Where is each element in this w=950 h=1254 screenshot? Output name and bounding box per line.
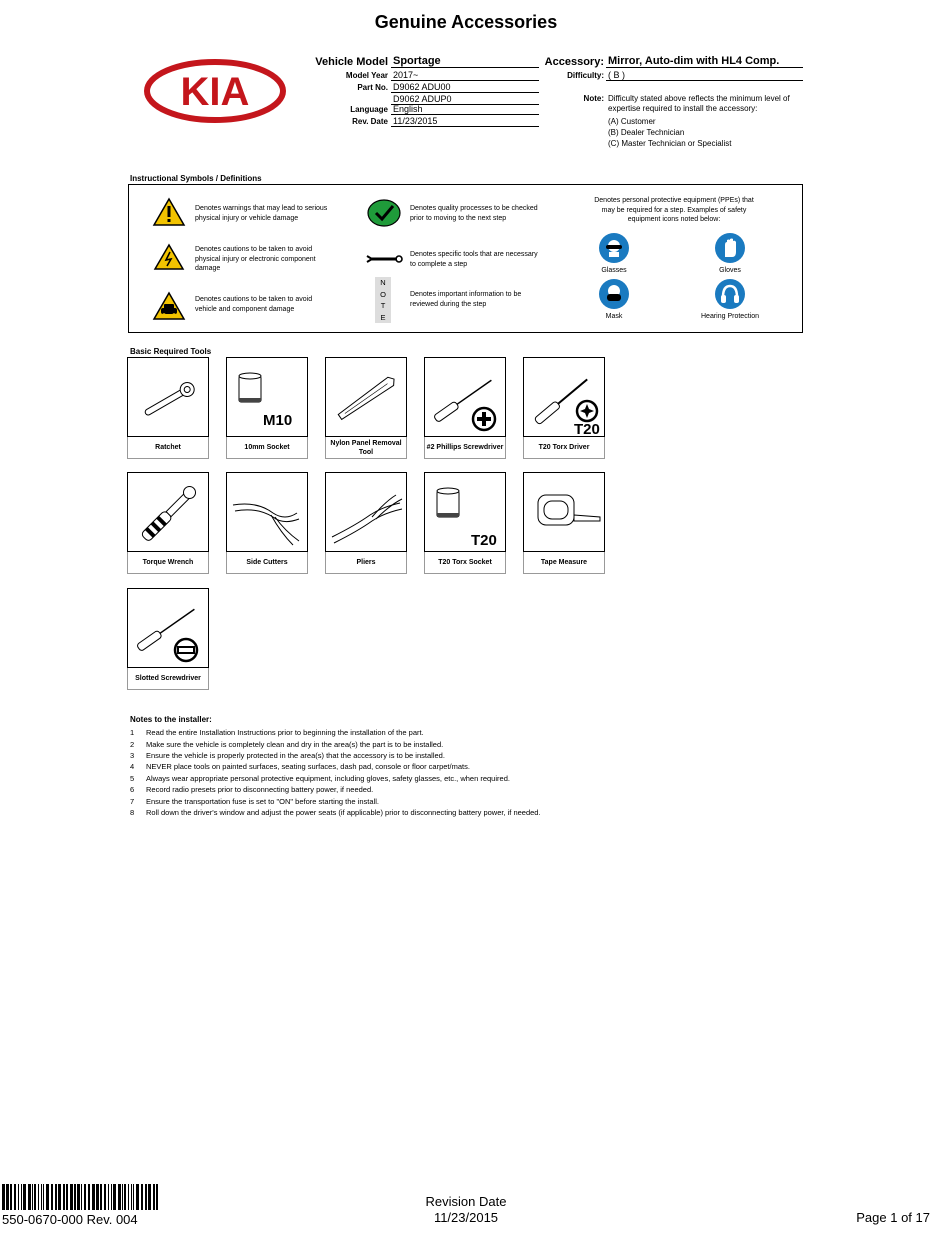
vehicle-model-value: Sportage (391, 55, 539, 68)
part-no-value-1: D9062 ADU00 (391, 82, 539, 93)
ppe-gloves-label: Gloves (719, 267, 741, 274)
vehicle-caution-icon (152, 291, 186, 321)
ppe-text-2: may be required for a step. Examples of safety (601, 206, 747, 214)
note-item: 8 Roll down the driver's window and adjust the power seats (if applicable) prior to disconnecting battery power, if needed. (130, 808, 541, 817)
quality-text-1: Denotes quality processes to be checked (410, 205, 538, 212)
ppe-hearing-label: Hearing Protection (701, 313, 759, 320)
note-text-1: Denotes important information to be (410, 291, 522, 298)
barcode (2, 1184, 160, 1210)
difficulty-label: Difficulty: (567, 71, 604, 80)
pliers-icon (326, 473, 408, 553)
quality-text-2: prior to moving to the next step (410, 214, 507, 222)
ppe-mask-label: Mask (605, 313, 623, 320)
notes-title: Notes to the installer: (130, 715, 212, 724)
note-text-2: reviewed during the step (410, 300, 487, 308)
note-item: 3 Ensure the vehicle is properly protected in the area(s) that the accessory is to be installed. (130, 751, 445, 760)
caution-elec-text-3: damage (195, 265, 221, 272)
phillips-screwdriver-icon (425, 358, 507, 438)
tool-side-cutters: Side Cutters (226, 472, 308, 574)
part-no-value-2: D9062 ADUP0 (391, 94, 539, 105)
side-cutters-icon (227, 473, 309, 553)
tools-text-2: to complete a step (410, 260, 468, 268)
panel-tool-icon (326, 358, 408, 438)
warning-icon (152, 197, 186, 227)
kia-logo-text: KIA (180, 70, 250, 114)
caution-elec-text-1: Denotes cautions to be taken to avoid (195, 246, 313, 253)
symbols-section-title: Instructional Symbols / Definitions (130, 174, 262, 183)
gloves-icon (715, 233, 745, 263)
part-no-label: Part No. (357, 83, 388, 92)
tool-nylon-panel-removal: Nylon Panel Removal Tool (325, 357, 407, 459)
difficulty-note-line-2: expertise required to install the accessory: (608, 104, 758, 113)
tool-t20-torx-socket: T20 T20 Torx Socket (424, 472, 506, 574)
note-item: 5 Always wear appropriate personal protective equipment, including gloves, safety glasses, etc., when required. (130, 774, 510, 783)
caution-elec-text-2: physical injury or electronic component (195, 255, 316, 263)
tape-measure-icon (524, 473, 606, 553)
tool-10mm-socket: M10 10mm Socket (226, 357, 308, 459)
accessory-value: Mirror, Auto-dim with HL4 Comp. (606, 55, 803, 68)
tool-tape-measure: Tape Measure (523, 472, 605, 574)
warning-text-1: Denotes warnings that may lead to serious (195, 205, 328, 212)
tool-ratchet: Ratchet (127, 357, 209, 459)
mask-icon (599, 279, 629, 309)
revision-date-value: 11/23/2015 (433, 1210, 499, 1225)
difficulty-note-line-1: Difficulty stated above reflects the minimum level of (608, 94, 790, 103)
tool-phillips-screwdriver: #2 Phillips Screwdriver (424, 357, 506, 459)
ppe-text-1: Denotes personal protective equipment (PPEs) that (594, 197, 754, 204)
document-number: 550-0670-000 Rev. 004 (2, 1212, 138, 1227)
tool-t20-torx-driver: T20 T20 Torx Driver (523, 357, 605, 459)
tool-torque-wrench: Torque Wrench (127, 472, 209, 574)
caution-veh-text-2: vehicle and component damage (195, 305, 295, 313)
note-item: 1 Read the entire Installation Instructions prior to beginning the installation of the part. (130, 728, 424, 737)
quality-check-icon (366, 198, 402, 228)
kia-logo (143, 58, 287, 124)
level-b: (B) Dealer Technician (608, 128, 685, 137)
glasses-icon (599, 233, 629, 263)
note-item: 7 Ensure the transportation fuse is set to "ON" before starting the install. (130, 797, 379, 806)
hearing-protection-icon (715, 279, 745, 309)
torque-wrench-icon (128, 473, 210, 553)
page-title: Genuine Accessories (374, 12, 558, 32)
tool-pliers: Pliers (325, 472, 407, 574)
warning-text-2: physical injury or vehicle damage (195, 214, 299, 222)
ppe-text-3: equipment icons noted below: (627, 216, 721, 223)
ratchet-icon (128, 358, 210, 438)
revision-date-label: Revision Date (425, 1194, 507, 1209)
rev-date-value: 11/23/2015 (391, 116, 539, 127)
note-item: 4 NEVER place tools on painted surfaces, seating surfaces, dash pad, console or floor carpet/mats. (130, 762, 470, 771)
language-value: English (391, 104, 539, 115)
slotted-screwdriver-icon (128, 589, 210, 669)
page-number: Page 1 of 17 (856, 1210, 930, 1225)
note-item: 6 Record radio presets prior to disconnecting battery power, if needed. (130, 785, 374, 794)
caution-veh-text-1: Denotes cautions to be taken to avoid (195, 296, 313, 303)
language-label: Language (350, 105, 388, 114)
ppe-glasses-label: Glasses (601, 267, 627, 274)
model-year-label: Model Year (345, 71, 388, 80)
tools-text-1: Denotes specific tools that are necessary (410, 251, 538, 258)
model-year-value: 2017~ (391, 70, 539, 81)
symbols-box (128, 184, 803, 333)
wrench-icon (364, 253, 404, 265)
tool-slotted-screwdriver: Slotted Screwdriver (127, 588, 209, 690)
level-c: (C) Master Technician or Specialist (608, 139, 732, 148)
accessory-label: Accessory: (544, 56, 604, 68)
difficulty-value: ( B ) (606, 70, 803, 81)
level-a: (A) Customer (608, 117, 656, 126)
vehicle-model-label: Vehicle Model (315, 56, 388, 68)
note-label: Note: (583, 94, 604, 103)
revision-date-block (400, 1194, 532, 1226)
note-badge: N O T E (375, 277, 391, 323)
rev-date-label: Rev. Date (352, 117, 388, 126)
note-item: 2 Make sure the vehicle is completely clean and dry in the area(s) the part is to be installed. (130, 740, 444, 749)
electrical-caution-icon (153, 243, 185, 271)
tools-section-title: Basic Required Tools (130, 347, 212, 356)
